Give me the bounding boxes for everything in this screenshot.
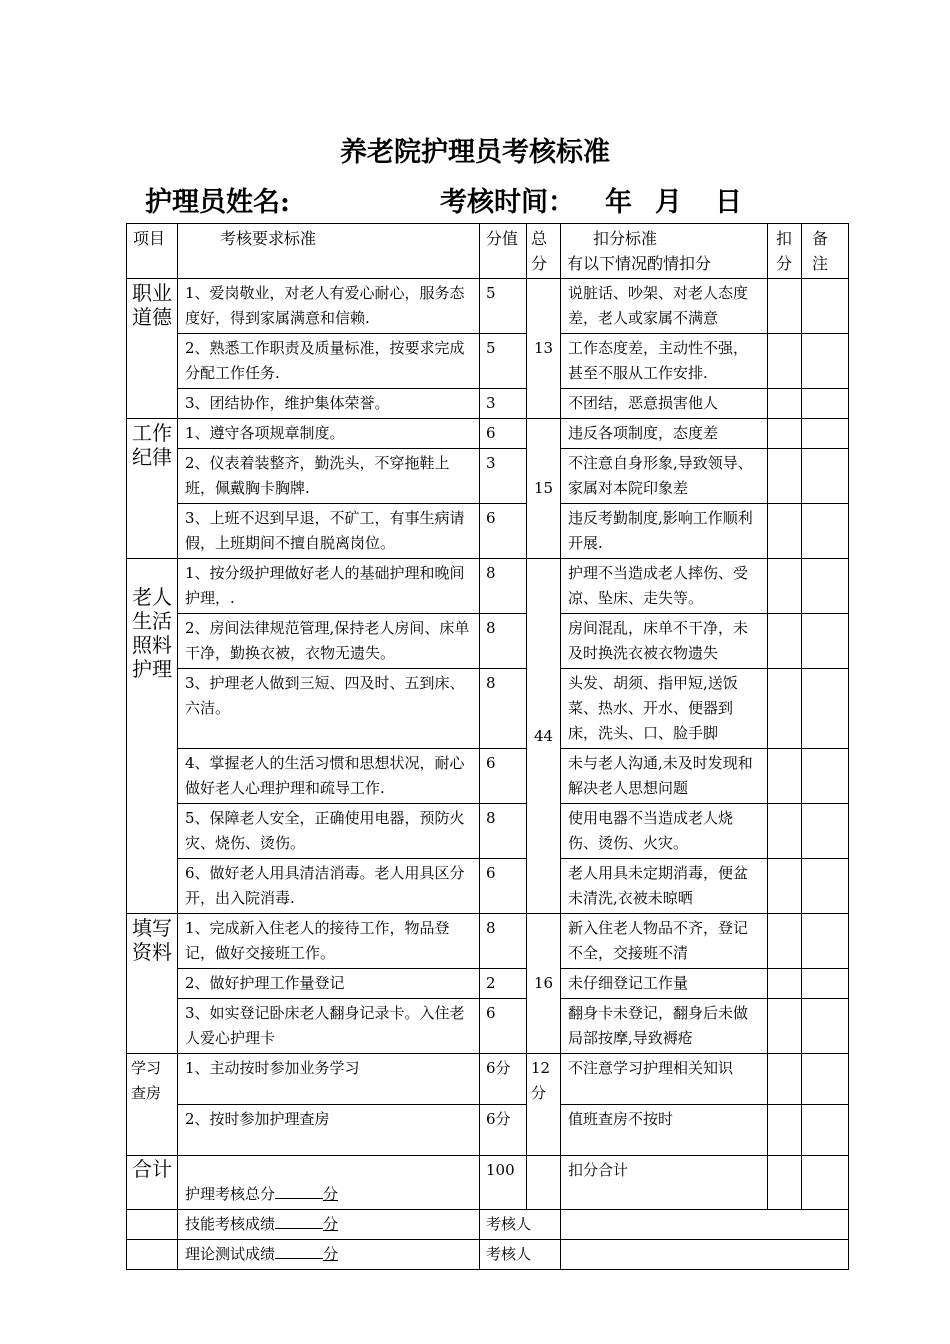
total-row: [127, 1156, 849, 1210]
deducted-input-cell[interactable]: [768, 504, 802, 559]
requirement-cell: 1、按分级护理做好老人的基础护理和晚间护理，.: [178, 559, 480, 614]
deduct-total-label: 扣分合计: [561, 1156, 768, 1210]
total-label: 合计: [127, 1156, 178, 1210]
score-cell: 8: [480, 804, 527, 859]
table-row: [127, 999, 849, 1054]
deduct-cell: 工作态度差，主动性不强，甚至不服从工作安排.: [561, 334, 768, 389]
header-deducted: 扣分: [768, 224, 802, 279]
remark-input-cell[interactable]: [802, 1054, 849, 1105]
total-cell: 16: [527, 914, 561, 1054]
remark-input-cell[interactable]: [802, 969, 849, 999]
theory-row: [127, 1240, 849, 1270]
deduct-cell: 头发、胡须、指甲短,送饭菜、热水、开水、便器到床，洗头、口、脸手脚: [561, 669, 768, 749]
remark-input-cell[interactable]: [802, 749, 849, 804]
header-standard: 考核要求标准: [178, 224, 480, 279]
deducted-input-cell[interactable]: [768, 1054, 802, 1105]
month-label: 月: [655, 187, 682, 218]
deducted-input-cell[interactable]: [768, 449, 802, 504]
requirement-cell: 3、团结协作，维护集体荣誉。: [178, 389, 480, 419]
deducted-input-cell[interactable]: [768, 859, 802, 914]
table-row: [127, 419, 849, 449]
score-cell: 6分: [480, 1105, 527, 1156]
score-cell: 6: [480, 504, 527, 559]
table-row: [127, 669, 849, 749]
total-cell: 15: [527, 419, 561, 559]
theory-score-cell: [178, 1240, 480, 1270]
total-score-blank[interactable]: [275, 1182, 323, 1199]
category-study-rounds: 学习查房: [127, 1054, 178, 1156]
score-cell: 6: [480, 419, 527, 449]
category-elderly-care: 老人生活照料护理: [127, 559, 178, 914]
remark-input-cell[interactable]: [802, 914, 849, 969]
assessment-time-label: 考核时间：: [440, 187, 575, 218]
header-remark: 备注: [802, 224, 849, 279]
deduct-cell: 房间混乱，床单不干净，未及时换洗衣被衣物遗失: [561, 614, 768, 669]
examiner-label: 考核人: [480, 1240, 561, 1270]
table-row: [127, 914, 849, 969]
requirement-cell: 2、做好护理工作量登记: [178, 969, 480, 999]
skill-score-blank[interactable]: [275, 1212, 323, 1229]
requirement-cell: 2、仪表着装整齐，勤洗头，不穿拖鞋上班，佩戴胸卡胸牌.: [178, 449, 480, 504]
deduct-cell: 违反考勤制度,影响工作顺利开展.: [561, 504, 768, 559]
remark-input-cell[interactable]: [802, 1105, 849, 1156]
assessment-table: [126, 223, 849, 1270]
deducted-input-cell[interactable]: [768, 389, 802, 419]
deduct-cell: 违反各项制度，态度差: [561, 419, 768, 449]
theory-score-label: 理论测试成绩: [185, 1245, 276, 1263]
deduct-cell: 值班查房不按时: [561, 1105, 768, 1156]
deducted-input-cell[interactable]: [768, 614, 802, 669]
table-row: [127, 749, 849, 804]
deducted-input-cell[interactable]: [768, 279, 802, 334]
score-cell: 2: [480, 969, 527, 999]
score-cell: 8: [480, 669, 527, 749]
total-cell: 44: [527, 559, 561, 914]
remark-input-cell[interactable]: [802, 669, 849, 749]
total-score-cell: [178, 1156, 480, 1210]
deduct-cell: 未与老人沟通,未及时发现和解决老人思想问题: [561, 749, 768, 804]
requirement-cell: 5、保障老人安全，正确使用电器，预防火灾、烧伤、烫伤。: [178, 804, 480, 859]
score-cell: 3: [480, 449, 527, 504]
requirement-cell: 6、做好老人用具清洁消毒。老人用具区分开，出入院消毒.: [178, 859, 480, 914]
header-deduct-standard: [561, 224, 768, 279]
category-records: 填写资料: [127, 914, 178, 1054]
requirement-cell: 2、房间法律规范管理,保持老人房间、床单干净，勤换衣被，衣物无遗失。: [178, 614, 480, 669]
total-score-unit: 分: [323, 1185, 339, 1203]
deduct-cell: 老人用具未定期消毒，便盆未清洗,衣被未晾晒: [561, 859, 768, 914]
header-deduct-line1: 扣分标准: [593, 229, 658, 248]
deduct-cell: 护理不当造成老人摔伤、受凉、坠床、走失等。: [561, 559, 768, 614]
year-label: 年: [605, 187, 632, 218]
deducted-input-cell[interactable]: [768, 1156, 802, 1210]
table-row: [127, 279, 849, 334]
remark-input-cell[interactable]: [802, 859, 849, 914]
total-score-label: 护理考核总分: [185, 1185, 276, 1203]
category-work-discipline: 工作纪律: [127, 419, 178, 559]
table-row: [127, 334, 849, 389]
skill-score-unit: 分: [323, 1215, 339, 1233]
deduct-cell: 不注意学习护理相关知识: [561, 1054, 768, 1105]
requirement-cell: 1、完成新入住老人的接待工作，物品登记，做好交接班工作。: [178, 914, 480, 969]
table-row: [127, 969, 849, 999]
table-row: [127, 859, 849, 914]
deducted-input-cell[interactable]: [768, 1105, 802, 1156]
examiner-label: 考核人: [480, 1210, 561, 1240]
remark-input-cell[interactable]: [802, 334, 849, 389]
score-cell: 8: [480, 614, 527, 669]
total-cell: 13: [527, 279, 561, 419]
score-cell: 6: [480, 749, 527, 804]
examiner-input-cell[interactable]: [561, 1210, 849, 1240]
table-row: [127, 449, 849, 504]
deduct-cell: 使用电器不当造成老人烧伤、烫伤、火灾。: [561, 804, 768, 859]
skill-score-label: 技能考核成绩: [185, 1215, 276, 1233]
table-row: [127, 804, 849, 859]
requirement-cell: 1、主动按时参加业务学习: [178, 1054, 480, 1105]
deducted-input-cell[interactable]: [768, 999, 802, 1054]
header-deduct-line2: 有以下情况酌情扣分: [567, 254, 712, 273]
requirement-cell: 3、如实登记卧床老人翻身记录卡。入住老人爱心护理卡: [178, 999, 480, 1054]
deducted-input-cell[interactable]: [768, 559, 802, 614]
remark-input-cell[interactable]: [802, 504, 849, 559]
requirement-cell: 4、掌握老人的生活习惯和思想状况，耐心做好老人心理护理和疏导工作.: [178, 749, 480, 804]
remark-input-cell[interactable]: [802, 999, 849, 1054]
score-cell: 8: [480, 914, 527, 969]
table-header-row: [127, 224, 849, 279]
score-cell: 6: [480, 859, 527, 914]
table-row: [127, 504, 849, 559]
table-row: [127, 614, 849, 669]
requirement-cell: 2、按时参加护理查房: [178, 1105, 480, 1156]
table-row: [127, 559, 849, 614]
table-row: [127, 389, 849, 419]
nurse-name-label: 护理员姓名:: [145, 187, 290, 218]
deducted-input-cell[interactable]: [768, 969, 802, 999]
remark-input-cell[interactable]: [802, 804, 849, 859]
deducted-input-cell[interactable]: [768, 334, 802, 389]
total-empty-cell: [527, 1156, 561, 1210]
header-total: 总分: [527, 224, 561, 279]
empty-cell: [127, 1210, 178, 1240]
deduct-cell: 新入住老人物品不齐，登记不全，交接班不清: [561, 914, 768, 969]
deducted-input-cell[interactable]: [768, 749, 802, 804]
header-score: 分值: [480, 224, 527, 279]
table-row: [127, 1105, 849, 1156]
remark-input-cell[interactable]: [802, 419, 849, 449]
requirement-cell: 2、熟悉工作职责及质量标准，按要求完成分配工作任务.: [178, 334, 480, 389]
deduct-cell: 说脏话、吵架、对老人态度差，老人或家属不满意: [561, 279, 768, 334]
remark-input-cell[interactable]: [802, 614, 849, 669]
examiner-input-cell[interactable]: [561, 1240, 849, 1270]
header-item: 项目: [127, 224, 178, 279]
page-title: 养老院护理员考核标准: [340, 137, 610, 168]
score-cell: 3: [480, 389, 527, 419]
total-value: 100: [480, 1156, 527, 1210]
skill-row: [127, 1210, 849, 1240]
total-cell: 12分: [527, 1054, 561, 1156]
table-row: [127, 1054, 849, 1105]
deducted-input-cell[interactable]: [768, 914, 802, 969]
empty-cell: [127, 1240, 178, 1270]
deduct-cell: 不团结，恶意损害他人: [561, 389, 768, 419]
requirement-cell: 1、遵守各项规章制度。: [178, 419, 480, 449]
deducted-input-cell[interactable]: [768, 804, 802, 859]
day-label: 日: [715, 187, 742, 218]
score-cell: 6: [480, 999, 527, 1054]
remark-input-cell[interactable]: [802, 389, 849, 419]
score-cell: 6分: [480, 1054, 527, 1105]
score-cell: 5: [480, 334, 527, 389]
theory-score-blank[interactable]: [275, 1242, 323, 1259]
requirement-cell: 3、护理老人做到三短、四及时、五到床、六洁。: [178, 669, 480, 749]
deducted-input-cell[interactable]: [768, 669, 802, 749]
requirement-cell: 3、上班不迟到早退，不矿工，有事生病请假，上班期间不擅自脱离岗位。: [178, 504, 480, 559]
remark-input-cell[interactable]: [802, 559, 849, 614]
deducted-input-cell[interactable]: [768, 419, 802, 449]
score-cell: 8: [480, 559, 527, 614]
skill-score-cell: [178, 1210, 480, 1240]
deduct-cell: 不注意自身形象,导致领导、家属对本院印象差: [561, 449, 768, 504]
category-professional-ethics: 职业道德: [127, 279, 178, 419]
remark-input-cell[interactable]: [802, 279, 849, 334]
remark-input-cell[interactable]: [802, 1156, 849, 1210]
score-cell: 5: [480, 279, 527, 334]
theory-score-unit: 分: [323, 1245, 339, 1263]
requirement-cell: 1、爱岗敬业，对老人有爱心耐心，服务态度好，得到家属满意和信赖.: [178, 279, 480, 334]
deduct-cell: 未仔细登记工作量: [561, 969, 768, 999]
deduct-cell: 翻身卡未登记，翻身后未做局部按摩,导致褥疮: [561, 999, 768, 1054]
remark-input-cell[interactable]: [802, 449, 849, 504]
